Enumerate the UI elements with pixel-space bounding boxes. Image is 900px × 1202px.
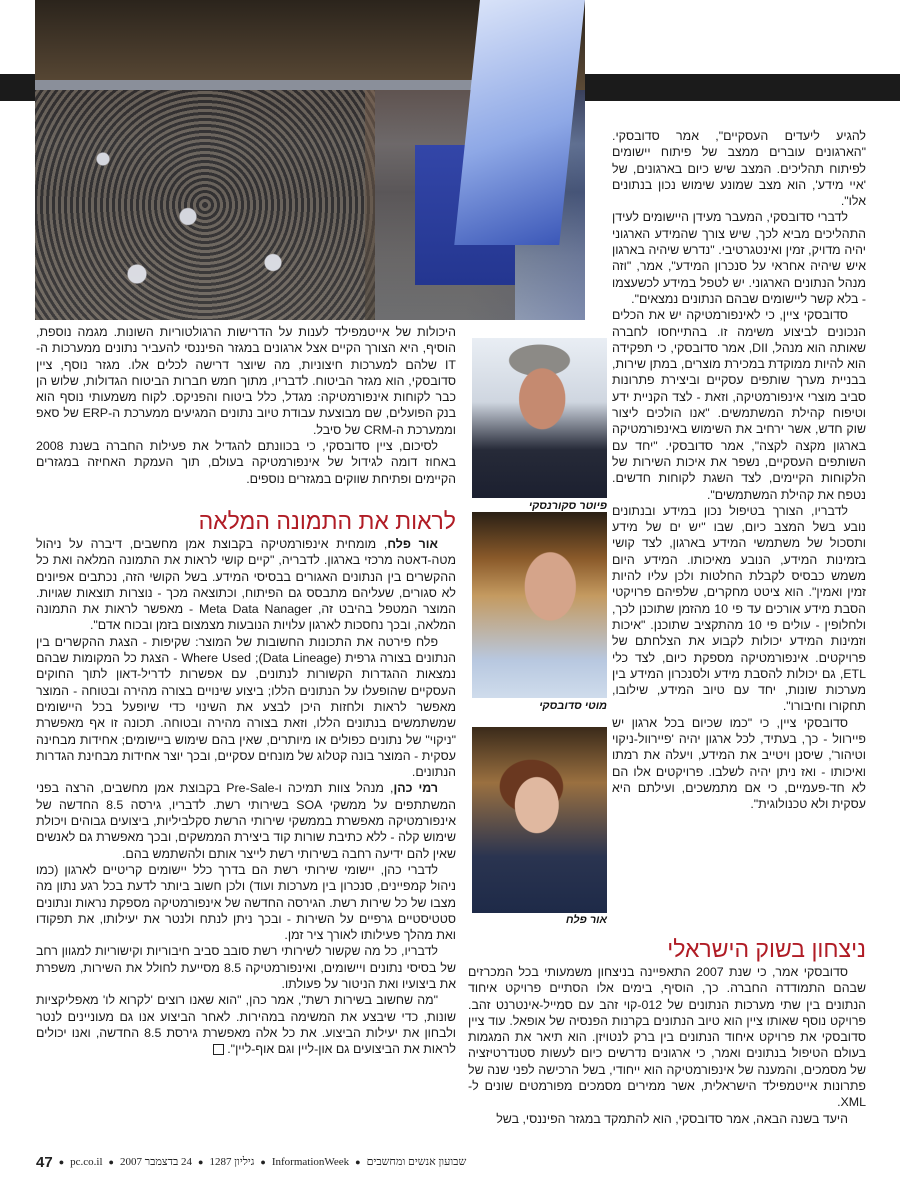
paragraph: לדבריו, הצורך בטיפול נכון במידע ובנתונים נובע בשל המצב כיום, שבו "יש ים של מידע ותסכול של משתמשי המידע בארגון, לצד קושי בזמינות המידע, הנובע מאיכותו. המידע היום משמש כבסיס לקבלת החלטות ולכן עליו להיות זמין ואמין". הוא ציטט מחקרים, שלפיהם פרויקטי הסבת מידע אורכים עד פי 10 מהזמן שתוכנן לכך, ולחלופין - עולים פי 10 מהתקציב שתוכנן. "איכות וזמינות המידע יכולות לקבוע את הצלחתם של פרויקטים. אינפורמטיקה מספקת כיום, לצד כלי ETL, גם יכולות להסבת מידע ולסנכרון המידע בין מערכות שונות, יחד עם טיוב המידע, שילובו, תחקורו וחיבורו". (612, 503, 866, 714)
paragraph-text: , מומחית אינפורמטיקה בקבוצת אמן מחשבים, דיברה על ניהול מטה-דאטה מרכזי בארגון. לדבריה, "קיים קושי לראות את התמונה המלאה ואת כל ההקשרים בין הנתונים האגורים בבסיסי המידע. בשל הקושי הזה, נכתבים אפיונים לא סגורים, שעליהם מתבסס גם הפיתוח, וכתוצאה מכך - נוצרות תוצאות שגויות. המוצר המטפל בהיבט זה, Meta Data Nanager - מאפשר לראות את התמונה המלאה, ובכך נחסכות לארגון עלויות הנובעות מצמצום בזמן ובכוח אדם". (36, 537, 456, 633)
bullet-icon: ● (198, 1157, 204, 1167)
speaker-name: רמי כהן (393, 781, 438, 796)
portrait-photo-or (472, 727, 607, 913)
page-number: 47 (36, 1153, 53, 1171)
section-heading: ניצחון בשוק הישראלי (667, 936, 866, 962)
footer-site: pc.co.il (70, 1156, 103, 1168)
section-full-picture-body (36, 536, 456, 1058)
speaker-name: אור פלח (387, 537, 438, 551)
footer-date: 24 בדצמבר 2007 (119, 1156, 193, 1168)
paragraph (36, 780, 456, 861)
footer-publisher: שבועון אנשים ומחשבים (366, 1156, 467, 1168)
bullet-icon: ● (260, 1157, 266, 1167)
end-of-article-icon (213, 1044, 224, 1055)
paragraph: לדברי כהן, יישומי שירותי רשת הם בדרך כלל יישומים קריטיים לארגון (כמו ניהול קמפיינים, סנכרון בין מערכות ועוד) ולכן חשוב ביותר לדעת בכל רגע נתון מה מצבו של כל שירות רשת. הגירסה החדשה של אינפורמטיקה מספקת נראות ונתונים סטטיסטיים גרפיים על השירות - ובכך ניתן לנתח ולנטר את יעילותו, את תפקודו ואת מהלך פעילותו לאורך ציר זמן. (36, 862, 456, 943)
paragraph-text: "מה שחשוב בשירות רשת", אמר כהן, "הוא שאנו רוצים 'לקרוא לו' מאפליקציות שונות, כדי שיבצע את המשימה במהירות. לאחר הביצוע אנו גם מעוניינים לנטר ולבחון את יעילות הביצוע. את כל אלה מאפשרת גירסת 8.5 החדשה, ואנו יכולים לראות את הביצועים גם און-ליין וגם אוף-ליין". (36, 993, 456, 1057)
bullet-icon: ● (58, 1157, 65, 1167)
portrait-photo-piotr (472, 338, 607, 498)
portrait-photo-moti (472, 512, 607, 698)
paragraph: לדברי סדובסקי, המעבר מעידן היישומים לעידן התהליכים מביא לכך, שיש צורך שהמידע הארגוני יהיה מדויק, זמין ואינטגרטיבי. "נדרש שיהיה בארגון איש שיהיה אחראי על סנכרון המידע", אמר, "וזה מנהל הנתונים הארגוני. יש לטפל במידע לכשעצמו - בלא קשר ליישומים שבהם הנתונים נמצאים". (612, 210, 866, 306)
paragraph: לסיכום, ציין סדובסקי, כי בכוונתם להגדיל את פעילות החברה בשנת 2008 באחוז דומה לגידול של אינפורמטיקה בעולם, תוך העמקת האחיזה במגזרים הקיימים ופתיחת שווקים במגזרים נוספים. (36, 439, 456, 486)
photo-caption: מוטי סדובסקי (539, 700, 607, 712)
section-heading: לראות את התמונה המלאה (198, 508, 456, 534)
article-right-column (612, 128, 866, 812)
bullet-icon: ● (108, 1157, 114, 1167)
bullet-icon: ● (355, 1157, 361, 1167)
page-footer (36, 1154, 866, 1170)
paragraph: סדובסקי אמר, כי שנת 2007 התאפיינה בניצחון משמעותי בכל המכרזים שבהם התמודדה החברה. כך, הוסיף, בימים אלו הסתיים פרויקט איחוד הנתונים בין שתי מערכות הנתונים של 012-קוי זהב עם סמייל-אינטרנט זהב. פרויקט נוסף שאותו ציין הוא טיוב הנתונים בקרנות הפנסיה של אופאל. עוד ציין סדובסקי את פרויקט איחוד הנתונים בין ברק לנטויזן. הוא תיאר את המגמות בעולם הטיפול בנתונים ואמר, כי ארגונים נדרשים כיום לעשות סטנדרטיזציה של מסמכים, והמענה של אינפורמטיקה הוא ייחודי, בשל הרכישה לפני שנה של פתרונות אייטמפילד הישראלית, אשר ממירים מסמכים מפורמטים שונים ל-XML. (468, 965, 867, 1110)
paragraph: פלח פירטה את התכונות החשובות של המוצר: שקיפות - הצגת ההקשרים בין הנתונים בצורה גרפית (Data Lineage); Where Used - הצגת כל המקומות שבהם נמצאות ההגדרות הקשורות לנתונים, עם אפשרות לדריל-דאון לתוך החוקים העסקיים שהופעלו על הנתונים הללו; ביצוע שינויים בצורה מהירה ובטוחה - המוצר מאפשר לראות ולחזות היכן לבצע את השינוי כדי שיופעל בכל היישומים שמשתמשים בנתונים הללו, וזאת בצורה מהירה ובטוחה. תכונה זו אף מאפשרת "ניקוי" של נתונים כפולים או מיותרים, שאין בהם שימוש ביישומים; אחידות מבחינה עסקית - המוצר בונה קטלוג של מונחים עסקיים, ובכך יוצר אחידות מבחינת הגדרות הנתונים. (36, 634, 456, 780)
paragraph: להגיע ליעדים העסקיים", אמר סדובסקי. "הארגונים עוברים ממצב של פיתוח יישומים לפיתוח תהליכים. המצב שיש כיום בארגונים, של 'איי מידע', הוא מצב שמונע שימוש נכון בנתונים אלו". (612, 129, 866, 209)
conference-hall-photo (35, 0, 585, 320)
paragraph: לדבריו, כל מה שקשור לשירותי רשת סובב סביב חיבוריות וקישוריות למגוון רחב של בסיסי נתונים ויישומים, ואינפורמטיקה 8.5 מסייעת לחולל את השירות, משפרת את ביצועיו ואת הניטור על פעולתו. (36, 944, 456, 992)
footer-magazine: InformationWeek (271, 1156, 350, 1168)
paragraph-text: , מנהל צוות תמיכה ו-Pre-Sale בקבוצת אמן מחשבים, הרצה בפני המשתתפים על ממשקי SOA בשירותי רשת. לדבריו, גירסה 8.5 החדשה של אינפורמטיקה מאפשרת בממשקי שירותי הרשת סקלביליות, ביצועים גבוהים ויכולת שימוש קלה - ללא כתיבת שורות קוד ביצירת הממשקים, ובכך מאפשרת גם לאנשים שאין להם ידיעה רחבה בשירותי רשת לייצר אותם ולהשתמש בהם. (36, 781, 456, 861)
paragraph: סדובסקי ציין, כי לאינפורמטיקה יש את הכלים הנכונים לביצוע משימה זו. בהתייחסו לחברה שאותה הוא מנהל, DII, אמר סדובסקי, כי תפקידה הוא להיות ממוקדת במכירת מוצרים, במתן שירות, בבניית מערך שותפים עסקיים וביצירת פתרונות סביב מוצרי אינפורמטיקה, וזאת - לצד הקניית ידע וטיפוח קהילת המשתמשים. "אנו הולכים ליצור שוק חדש, אשר ירחיב את השימוש באינפורמטיקה בארגון מקצה לקצה", אמר סדובסקי. "יחד עם השותפים העסקיים, נשפר את איכות השירות של הלקוחות הקיימים, לצד השגת לקוחות חדשים. נטפח את קהילת המשתמשים". (612, 308, 866, 502)
paragraph: סדובסקי ציין, כי "כמו שכיום בכל ארגון יש פיירוול - כך, בעתיד, לכל ארגון יהיה 'פיירוול-ניקוי וטיהור', שיסנן ויטייב את המידע, ויעלה את רמתו ואיכותו - ואז ניתן יהיה לשלבו. פרויקטים אלו הם לא חד-פעמיים, כי אם מתמשכים, ועילתם היא עסקית ולא טכנולוגית". (612, 715, 866, 812)
paragraph (36, 992, 456, 1057)
article-left-column-top (36, 324, 456, 487)
photo-caption: פיוטר סקורנסקי (528, 500, 607, 512)
paragraph: היכולות של אייטמפילד לענות על הדרישות הרגולטוריות השונות. מגמה נוספת, הוסיף, היא הצורך הקיים אצל ארגונים במגזר הפיננסי להעביר נתונים ממערכות ה-IT שלהם למערכות חיצוניות, מה שיוצר דרישה לכלים אלו. מגזר נוסף, ציין סדובסקי, הוא מגזר הביטוח. לדבריו, מתוך חמש חברות הביטוח הגדולות, שלוש הן כבר לקוחות אינפורמטיקה: מגדל, כלל ביטוח והפניקס. לקוח משמעותי נוסף הוא בנק הפועלים, שם מבוצעת עבודת טיוב נתונים המגיעים ממערכת ה-ERP של סאפ וממערכת ה-CRM של סיבל. (36, 325, 456, 437)
photo-audience (35, 90, 375, 320)
paragraph: היעד בשנה הבאה, אמר סדובסקי, הוא להתמקד במגזר הפיננסי, בשל (496, 1111, 848, 1126)
paragraph (36, 536, 456, 634)
section-israel-body (468, 964, 866, 1127)
footer-issue: גיליון 1287 (209, 1156, 255, 1168)
photo-caption: אור פלח (565, 914, 607, 926)
